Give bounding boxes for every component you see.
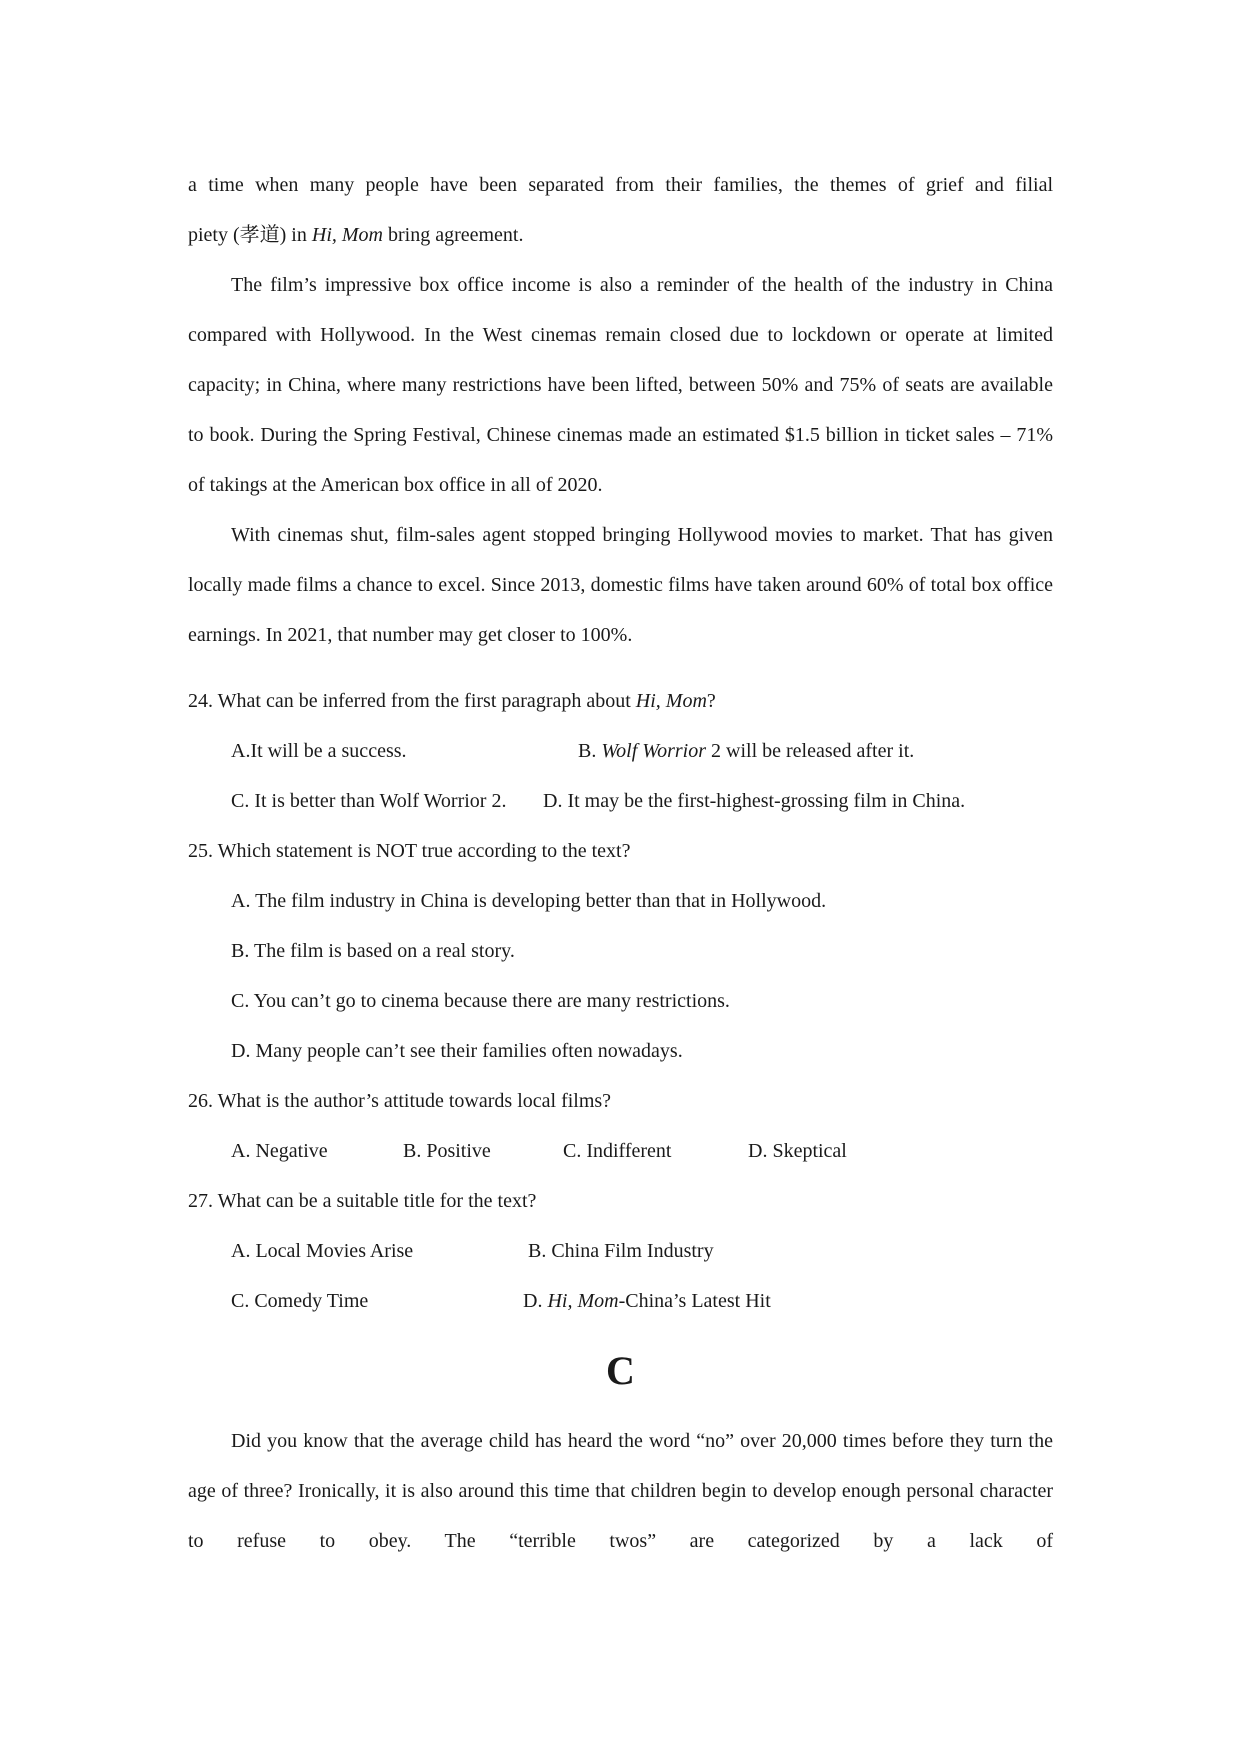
page-content [188, 160, 1053, 1566]
question-stem: 24. What can be inferred from the first paragraph about [188, 690, 636, 712]
q26-options-row [188, 1126, 1053, 1176]
question-stem: ? [706, 690, 716, 712]
option-c: C. It is better than Wolf Worrior 2. [231, 790, 507, 812]
film-title: Hi, Mom [547, 1290, 619, 1312]
q24-options-row-1 [188, 726, 1053, 776]
option-prefix: D. [523, 1290, 548, 1312]
question-26: 26. What is the author’s attitude towards local films? [188, 1090, 612, 1112]
option-a: A. Negative [231, 1140, 328, 1162]
text-fragment: piety (孝道) in [188, 224, 312, 246]
question-25: 25. Which statement is NOT true according to the text? [188, 840, 631, 862]
option-c: C. Indifferent [563, 1140, 672, 1162]
passage-b-line-1: a time when many people have been separated from their families, the themes of grief and filial [188, 174, 1053, 196]
option-c: C. You can’t go to cinema because there are many restrictions. [231, 990, 730, 1012]
option-d: D. It may be the first-highest-grossing film in China. [543, 790, 966, 812]
film-title: Hi, Mom [311, 224, 383, 246]
option-d [523, 1276, 771, 1326]
option-text: 2 will be released after it. [706, 740, 915, 762]
q24-options-row-2 [188, 776, 1053, 826]
option-b: B. The film is based on a real story. [231, 940, 515, 962]
film-title: Hi, Mom [635, 690, 707, 712]
option-b [578, 726, 914, 776]
option-text: -China’s Latest Hit [618, 1290, 771, 1312]
option-b: B. China Film Industry [528, 1240, 714, 1262]
passage-b-paragraph-3: With cinemas shut, film-sales agent stopped bringing Hollywood movies to market. That has given locally made films a chance to excel. Since 2013, domestic films have taken around 60% of total box office earnings. In 2021, that number may get closer to 100%. [188, 524, 1053, 646]
option-d: D. Many people can’t see their families often nowadays. [231, 1040, 683, 1062]
passage-c-paragraph-1: Did you know that the average child has heard the word “no” over 20,000 times before they turn the age of three? Ironically, it is also around this time that children begin to develop enough personal character to refuse to obey. The “terrible twos” are categorized by a lack of [188, 1430, 1053, 1552]
spacer [188, 660, 1053, 676]
option-a: A.It will be a success. [231, 740, 407, 762]
option-b: B. Positive [403, 1140, 491, 1162]
passage-b-line-2 [188, 210, 1053, 260]
question-27: 27. What can be a suitable title for the text? [188, 1190, 537, 1212]
q27-options-row-2 [188, 1276, 1053, 1326]
option-a: A. Local Movies Arise [231, 1240, 414, 1262]
film-title: Wolf Worrior [601, 740, 707, 762]
option-a: A. The film industry in China is developing better than that in Hollywood. [231, 890, 827, 912]
question-24 [188, 676, 1053, 726]
option-c: C. Comedy Time [231, 1290, 369, 1312]
section-heading: C [606, 1348, 635, 1393]
option-prefix: B. [578, 740, 602, 762]
option-d: D. Skeptical [748, 1140, 847, 1162]
text-fragment: bring agreement. [382, 224, 524, 246]
passage-b-paragraph-2: The film’s impressive box office income is also a reminder of the health of the industry in China compared with Hollywood. In the West cinemas remain closed due to lockdown or operate at limited capacity; in China, where many restrictions have been lifted, between 50% and 75% of seats are available to book. During the Spring Festival, Chinese cinemas made an estimated $1.5 billion in ticket sales – 71% of takings at the American box office in all of 2020. [188, 274, 1053, 496]
q27-options-row-1 [188, 1226, 1053, 1276]
